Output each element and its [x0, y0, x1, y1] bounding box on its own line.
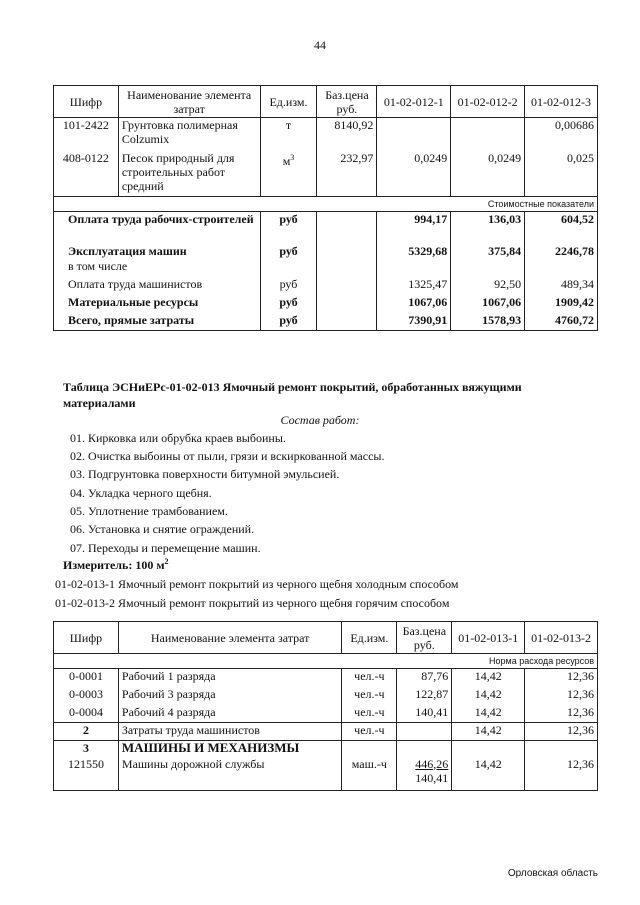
value-cell: 12,36: [525, 757, 598, 791]
name-cell: Затраты труда машинистов: [118, 723, 341, 741]
empty-cell: [397, 741, 452, 757]
code-cell: 121550: [54, 757, 119, 791]
value-cell: 14,42: [452, 705, 525, 723]
meter-superscript: 2: [164, 557, 169, 566]
table-row: [54, 669, 598, 687]
value-cell: 1325,47: [377, 277, 451, 295]
list-item: 03. Подгрунтовка поверхности битумной эмульсией.: [70, 467, 340, 481]
summary-label: Эксплуатация машин: [54, 244, 261, 259]
unit-cell: чел.-ч: [342, 669, 397, 687]
table-row: [54, 705, 598, 723]
list-item: 02. Очистка выбоины от пыли, грязи и вскиркованной массы.: [70, 449, 385, 463]
header-cell: Шифр: [54, 86, 119, 118]
table-row: [54, 687, 598, 705]
table-row: [54, 118, 598, 151]
unit-cell: руб: [260, 295, 317, 313]
list-item: 04. Укладка черного щебня.: [70, 486, 212, 500]
unit-cell: руб: [260, 313, 317, 331]
unit-text: м: [282, 153, 291, 168]
summary-label: Материальные ресурсы: [54, 295, 261, 313]
value-cell: 2246,78: [525, 244, 598, 259]
code-cell: 0-0003: [54, 687, 119, 705]
unit-cell: чел.-ч: [342, 723, 397, 741]
value-cell: 375,84: [451, 244, 525, 259]
value-cell: 14,42: [452, 687, 525, 705]
header-cell: Баз.цена руб.: [317, 86, 377, 118]
value-cell: 604,52: [525, 212, 598, 244]
header-cell: Шифр: [54, 622, 119, 654]
name-cell: Рабочий 4 разряда: [118, 705, 341, 723]
unit-cell: руб: [260, 244, 317, 259]
empty-cell: [342, 741, 397, 757]
empty-cell: [317, 244, 377, 259]
unit-cell: т: [260, 118, 317, 151]
resource-table-013: [53, 621, 598, 791]
value-cell: [451, 118, 525, 151]
composition-title: Состав работ:: [280, 413, 360, 427]
summary-label: Всего, прямые затраты: [54, 313, 261, 331]
unit-cell: чел.-ч: [342, 705, 397, 723]
table-header: [54, 86, 598, 118]
price-cell: 8140,92: [317, 118, 377, 151]
code-cell: 408-0122: [54, 151, 119, 197]
value-cell: 12,36: [525, 705, 598, 723]
price-cell: 122,87: [397, 687, 452, 705]
code-cell: 101-2422: [54, 118, 119, 151]
name-cell: Машины дорожной службы: [118, 757, 341, 791]
value-cell: 0,025: [525, 151, 598, 197]
value-cell: 12,36: [525, 669, 598, 687]
value-cell: 489,34: [525, 277, 598, 295]
table-row: [54, 151, 598, 197]
summary-row: [54, 313, 598, 331]
name-cell: Рабочий 3 разряда: [118, 687, 341, 705]
unit-cell: маш.-ч: [342, 757, 397, 791]
value-cell: 1909,42: [525, 295, 598, 313]
value-cell: 14,42: [452, 723, 525, 741]
summary-row: [54, 277, 598, 295]
value-cell: 0,0249: [451, 151, 525, 197]
list-item: 01. Кирковка или обрубка краев выбоины.: [70, 431, 286, 445]
summary-label: в том числе: [54, 259, 261, 277]
footer-region: Орловская область: [507, 868, 598, 879]
unit-cell: [260, 151, 317, 197]
header-cell: Ед.изм.: [342, 622, 397, 654]
value-cell: 136,03: [451, 212, 525, 244]
value-cell: 14,42: [452, 669, 525, 687]
value-cell: 12,36: [525, 723, 598, 741]
code-line: 01-02-013-1 Ямочный ремонт покрытий из черного щебня холодным способом: [55, 577, 459, 591]
header-cell: 01-02-012-1: [377, 86, 451, 118]
value-cell: 0,0249: [377, 151, 451, 197]
meter-text: Измеритель: 100 м: [63, 558, 165, 572]
value-cell: 14,42: [452, 757, 525, 791]
value-cell: 1067,06: [377, 295, 451, 313]
header-cell: 01-02-012-3: [525, 86, 598, 118]
unit-cell: руб: [260, 277, 317, 295]
empty-cell: [317, 313, 377, 331]
name-cell: Песок природный для строительных работ средний: [118, 151, 260, 197]
section-title: Таблица ЭСНиЕРс-01-02-013 Ямочный ремонт покрытий, обработанных вяжущими материалами: [63, 380, 522, 410]
empty-cell: [377, 259, 451, 277]
price-cell: [397, 723, 452, 741]
header-cell: Наименование элемента затрат: [118, 622, 341, 654]
value-cell: [377, 118, 451, 151]
summary-row: [54, 212, 598, 244]
header-cell: Ед.изм.: [260, 86, 317, 118]
table-row: [54, 741, 598, 757]
list-item: 06. Установка и снятие ограждений.: [70, 522, 255, 536]
empty-cell: [525, 741, 598, 757]
code-line: 01-02-013-2 Ямочный ремонт покрытий из черного щебня горячим способом: [55, 596, 450, 610]
summary-row: [54, 259, 598, 277]
name-cell: МАШИНЫ И МЕХАНИЗМЫ: [118, 741, 341, 757]
section-row: [54, 197, 598, 212]
code-cell: 0-0004: [54, 705, 119, 723]
empty-cell: [525, 259, 598, 277]
meter-label: [63, 557, 169, 573]
value-cell: 7390,91: [377, 313, 451, 331]
empty-cell: [451, 259, 525, 277]
price-cell: 232,97: [317, 151, 377, 197]
code-cell: 2: [54, 723, 119, 741]
value-cell: 92,50: [451, 277, 525, 295]
section-label: Стоимостные показатели: [54, 197, 598, 212]
name-cell: Рабочий 1 разряда: [118, 669, 341, 687]
cost-table-012: [53, 85, 598, 331]
code-cell: 0-0001: [54, 669, 119, 687]
price-cell: 87,76: [397, 669, 452, 687]
header-cell: 01-02-013-2: [525, 622, 598, 654]
page-number: 44: [314, 38, 326, 52]
summary-row: [54, 295, 598, 313]
section-label: Норма расхода ресурсов: [54, 654, 598, 669]
table-row: [54, 723, 598, 741]
value-cell: 5329,68: [377, 244, 451, 259]
empty-cell: [317, 295, 377, 313]
header-cell: 01-02-012-2: [451, 86, 525, 118]
value-cell: 4760,72: [525, 313, 598, 331]
list-item: 05. Уплотнение трамбованием.: [70, 504, 228, 518]
empty-cell: [317, 212, 377, 244]
price-value-secondary: 140,41: [415, 770, 449, 785]
value-cell: 12,36: [525, 687, 598, 705]
summary-label: Оплата труда рабочих-строителей: [54, 212, 261, 244]
value-cell: 994,17: [377, 212, 451, 244]
unit-cell: руб: [260, 212, 317, 244]
price-value: 446,26: [415, 756, 449, 771]
summary-label: Оплата труда машинистов: [54, 277, 261, 295]
code-cell: 3: [54, 741, 119, 757]
value-cell: 1578,93: [451, 313, 525, 331]
value-cell: 0,00686: [525, 118, 598, 151]
empty-cell: [260, 259, 317, 277]
empty-cell: [317, 259, 377, 277]
header-cell: 01-02-013-1: [452, 622, 525, 654]
value-cell: 1067,06: [451, 295, 525, 313]
unit-cell: чел.-ч: [342, 687, 397, 705]
header-cell: Баз.цена руб.: [397, 622, 452, 654]
price-cell: [397, 757, 452, 791]
empty-cell: [452, 741, 525, 757]
table-header: [54, 622, 598, 654]
table-row: [54, 757, 598, 791]
summary-row: [54, 244, 598, 259]
price-cell: 140,41: [397, 705, 452, 723]
header-cell: Наименование элемента затрат: [118, 86, 260, 118]
name-cell: Грунтовка полимерная Colzumix: [118, 118, 260, 151]
empty-cell: [317, 277, 377, 295]
section-row: [54, 654, 598, 669]
unit-superscript: 3: [290, 152, 295, 162]
list-item: 07. Переходы и перемещение машин.: [70, 541, 261, 555]
